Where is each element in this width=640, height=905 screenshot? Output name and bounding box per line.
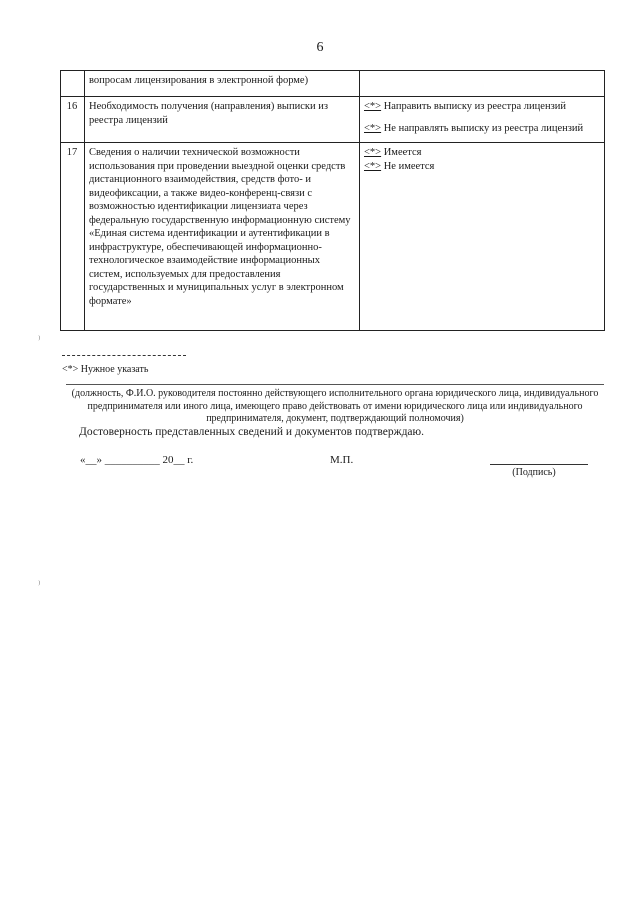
row-description: Необходимость получения (направления) выписки из реестра лицензий [85, 97, 360, 143]
row-options [360, 97, 605, 143]
signatory-caption: (должность, Ф.И.О. руководителя постоянно действующего исполнительного органа юридического лица, индивидуального предпринимателя или иного лица, имеющего право действовать от имени юридического лица или индивидуального предпринимателя, документ, подтверждающий полномочия) [71, 388, 599, 424]
row-number: 16 [61, 97, 85, 143]
stamp-placeholder: М.П. [330, 454, 354, 466]
option-text: Направить выписку из реестра лицензий [381, 101, 566, 112]
signature-label: (Подпись) [512, 467, 556, 478]
footnote: <*> Нужное указать [62, 364, 149, 375]
date-field: «__» __________ 20__ г. [80, 454, 194, 466]
table-row [61, 143, 605, 331]
option-text: Не направлять выписку из реестра лицензий [381, 122, 584, 134]
option-line [364, 160, 599, 174]
option-line [364, 122, 599, 136]
table-row [61, 97, 605, 143]
footnote-separator [62, 355, 186, 356]
signature-line [490, 464, 588, 465]
row-description: Сведения о наличии технической возможности использования при проведении выездной оценки средств дистанционного взаимодействия, средств фото- и видеофиксации, а также видео-конференц-связи с возможностью идентификации лицензиата через федеральную государственную информационную систему «Единая система идентификации и аутентификации в инфраструктуре, обеспечивающей информационно-технологическое взаимодействие информационных систем, используемых для предоставления государственных и муниципальных услуг в электронном формате» [85, 143, 360, 331]
row-options [360, 143, 605, 331]
option-line [364, 100, 599, 114]
application-form-table [60, 70, 605, 331]
page-number: 6 [316, 40, 324, 55]
confirmation-text: Достоверность представленных сведений и документов подтверждаю. [79, 426, 424, 438]
option-marker: <*> [364, 160, 382, 172]
signatory-line [66, 384, 604, 385]
option-line [364, 146, 599, 160]
option-marker: <*> [364, 122, 382, 134]
row-number: 17 [61, 143, 85, 331]
row-options [360, 71, 605, 97]
row-description: вопросам лицензирования в электронной форме) [85, 71, 360, 97]
row-number [61, 71, 85, 97]
option-marker: <*> [364, 147, 382, 158]
option-text: Имеется [381, 147, 422, 158]
option-marker: <*> [364, 101, 382, 112]
table-row [61, 71, 605, 97]
option-text: Не имеется [381, 160, 435, 172]
scan-artifact: ⁾ [38, 335, 41, 346]
scan-artifact: ⁾ [38, 580, 41, 591]
